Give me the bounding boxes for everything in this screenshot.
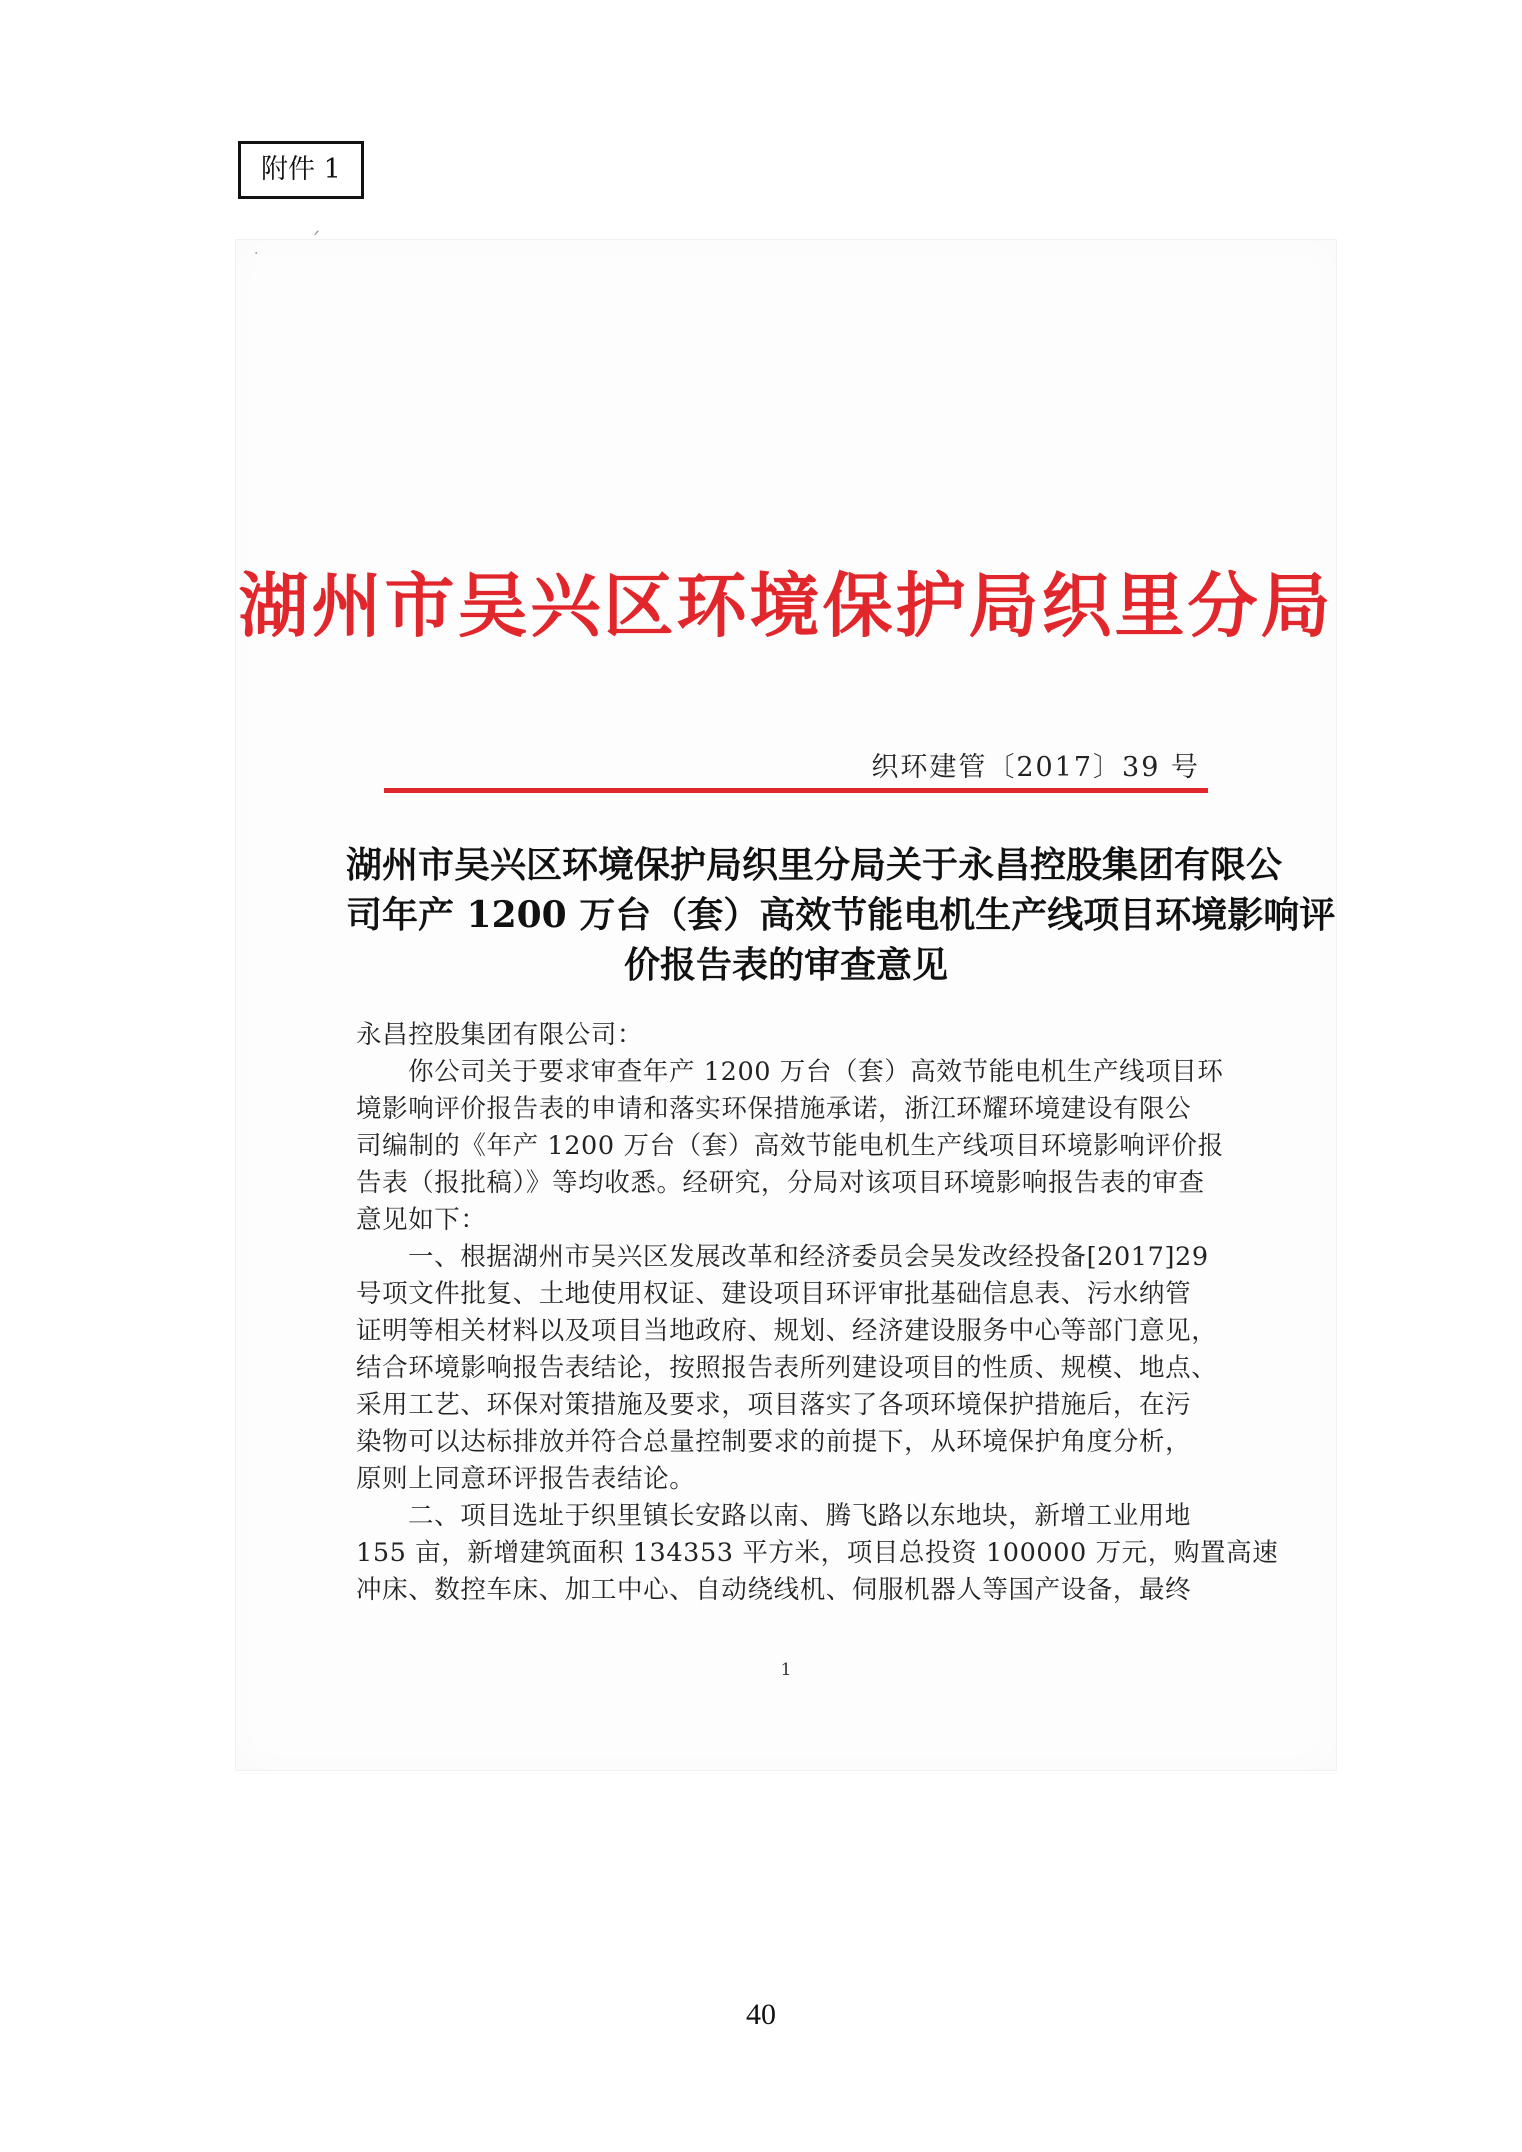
scanned-document-page bbox=[236, 230, 1336, 1770]
document-body bbox=[356, 1017, 1279, 1609]
body-line: 原则上同意环评报告表结论。 bbox=[356, 1464, 696, 1494]
document-title bbox=[346, 840, 1336, 990]
scan-artifact-dot: · bbox=[254, 246, 259, 262]
inner-page-number: 1 bbox=[780, 1660, 792, 1680]
body-line: 境影响评价报告表的申请和落实环保措施承诺，浙江环耀环境建设有限公 bbox=[356, 1094, 1192, 1124]
attachment-label: 附件 1 bbox=[238, 141, 364, 199]
page-number: 40 bbox=[746, 1998, 776, 2031]
salutation: 永昌控股集团有限公司： bbox=[356, 1020, 644, 1050]
body-line: 证明等相关材料以及项目当地政府、规划、经济建设服务中心等部门意见， bbox=[356, 1316, 1218, 1346]
title-line: 司年产 1200 万台（套）高效节能电机生产线项目环境影响评 bbox=[346, 894, 1336, 936]
agency-letterhead: 湖州市吴兴区环境保护局织里分局 bbox=[238, 564, 1334, 647]
scan-artifact-mark: ˊ bbox=[310, 230, 321, 255]
body-line: 你公司关于要求审查年产 1200 万台（套）高效节能电机生产线项目环 bbox=[408, 1057, 1224, 1087]
body-line: 冲床、数控车床、加工中心、自动绕线机、伺服机器人等国产设备，最终 bbox=[356, 1575, 1192, 1605]
body-line: 染物可以达标排放并符合总量控制要求的前提下，从环境保护角度分析， bbox=[356, 1427, 1192, 1457]
body-line: 采用工艺、环保对策措施及要求，项目落实了各项环境保护措施后，在污 bbox=[356, 1390, 1192, 1420]
title-line: 价报告表的审查意见 bbox=[623, 944, 948, 986]
title-line: 湖州市吴兴区环境保护局织里分局关于永昌控股集团有限公 bbox=[346, 844, 1283, 886]
body-line: 一、根据湖州市吴兴区发展改革和经济委员会吴发改经投备[2017]29 bbox=[408, 1242, 1209, 1272]
body-line: 告表（报批稿）》等均收悉。经研究，分局对该项目环境影响报告表的审查 bbox=[356, 1168, 1205, 1198]
body-line: 号项文件批复、土地使用权证、建设项目环评审批基础信息表、污水纳管 bbox=[356, 1279, 1192, 1309]
body-line: 155 亩，新增建筑面积 134353 平方米，项目总投资 100000 万元，购置高速 bbox=[356, 1538, 1279, 1568]
body-line: 结合环境影响报告表结论，按照报告表所列建设项目的性质、规模、地点、 bbox=[356, 1353, 1218, 1383]
letterhead-red-rule bbox=[384, 788, 1208, 793]
body-line: 意见如下： bbox=[356, 1205, 487, 1235]
body-line: 二、项目选址于织里镇长安路以南、腾飞路以东地块，新增工业用地 bbox=[408, 1501, 1192, 1531]
body-line: 司编制的《年产 1200 万台（套）高效节能电机生产线项目环境影响评价报 bbox=[356, 1131, 1224, 1161]
document-number: 织环建管〔2017〕39 号 bbox=[871, 752, 1200, 783]
